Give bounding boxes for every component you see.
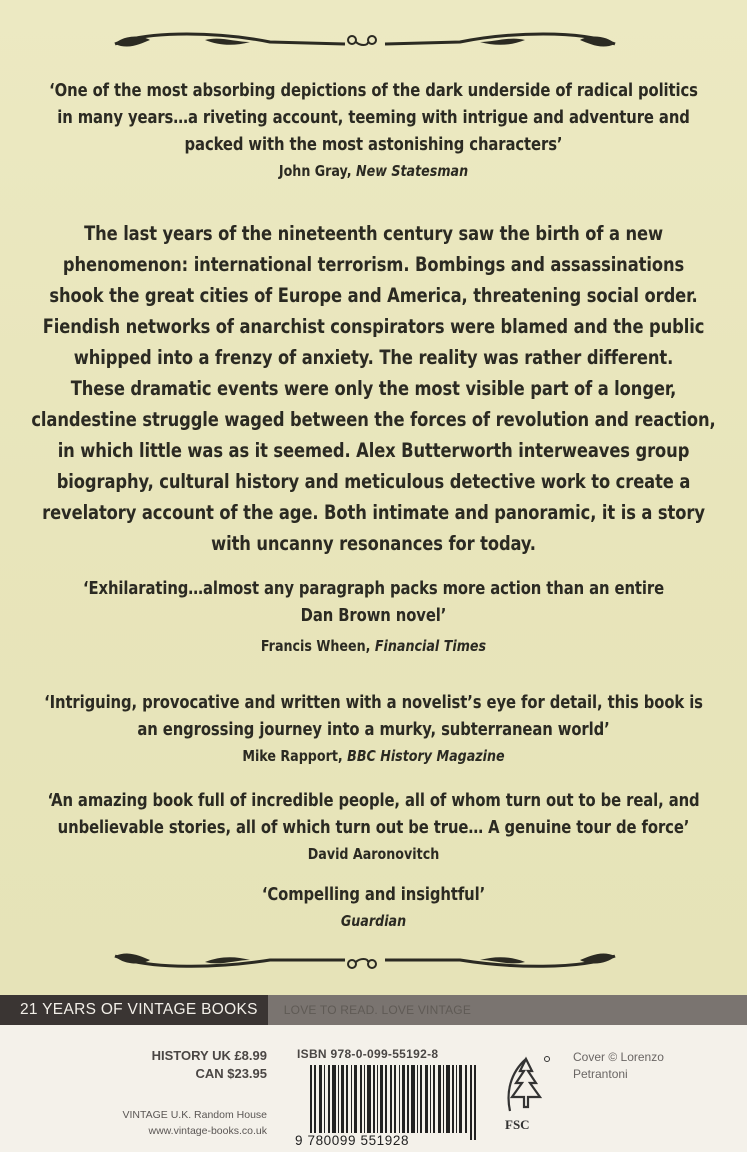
quote-attribution — [22, 159, 724, 183]
blurb-line: revelatory account of the age. Both intimate and panoramic, it is a story — [42, 501, 705, 524]
isbn-label: ISBN 978-0-099-55192-8 — [297, 1047, 439, 1061]
quote-line: ‘One of the most absorbing depictions of the dark underside of radical politics — [49, 81, 698, 101]
credit-line: Cover © Lorenzo — [573, 1050, 664, 1064]
blurb-line: These dramatic events were only the most visible part of a longer, — [70, 377, 677, 400]
blurb-line: with uncanny resonances for today. — [211, 532, 536, 555]
quote-line: Dan Brown novel’ — [300, 606, 447, 626]
vintage-band — [0, 995, 747, 1025]
quote-source: New Statesman — [355, 162, 469, 180]
review-quote-4 — [0, 788, 747, 866]
quote-line: an engrossing journey into a murky, subterranean world’ — [137, 720, 610, 740]
cover-credit — [573, 1049, 703, 1083]
review-quote-5 — [0, 882, 747, 933]
band-right-label: LOVE TO READ. LOVE VINTAGE — [283, 1003, 472, 1017]
publisher-url: www.vintage-books.co.uk — [148, 1125, 267, 1137]
blurb-line: shook the great cities of Europe and America, threatening social order. — [49, 284, 698, 307]
barcode-number: 9 780099 551928 — [295, 1133, 410, 1148]
fsc-label: FSC — [505, 1117, 530, 1132]
quote-author: Francis Wheen, — [260, 637, 371, 655]
blurb-line: Fiendish networks of anarchist conspirators were blamed and the public — [42, 315, 705, 338]
quote-source: Financial Times — [374, 637, 487, 655]
quote-line: in many years…a riveting account, teeming with intrigue and adventure and — [57, 108, 690, 128]
publisher-name: VINTAGE U.K. Random House — [122, 1109, 267, 1121]
credit-line: Petrantoni — [573, 1067, 628, 1081]
quote-author: John Gray, — [278, 162, 352, 180]
review-quote-3 — [0, 690, 747, 768]
bottom-flourish-ornament — [110, 940, 620, 980]
footer-panel — [0, 1025, 747, 1152]
blurb-line: clandestine struggle waged between the forces of revolution and reaction, — [31, 408, 716, 431]
quote-line: packed with the most astonishing characters’ — [184, 135, 563, 155]
quote-line: ‘Compelling and insightful’ — [261, 885, 486, 905]
quote-attribution — [22, 909, 724, 933]
quote-line: ‘Intriguing, provocative and written with a novelist’s eye for detail, this book is — [44, 693, 703, 713]
price-block — [122, 1047, 267, 1083]
quote-line: ‘An amazing book full of incredible people, all of whom turn out to be real, and — [47, 791, 700, 811]
fsc-tree-logo — [500, 1053, 552, 1117]
review-quote-1 — [0, 78, 747, 183]
quote-author: David Aaronovitch — [307, 845, 440, 863]
review-quote-2 — [0, 576, 747, 658]
top-flourish-ornament — [110, 22, 620, 62]
barcode-image — [310, 1065, 476, 1140]
book-blurb — [0, 218, 747, 559]
blurb-line: in which little was as it seemed. Alex Butterworth interweaves group — [57, 439, 690, 462]
quote-line: ‘Exhilarating…almost any paragraph packs more action than an entire — [82, 579, 665, 599]
price-can: CAN $23.95 — [195, 1066, 267, 1081]
publisher-block — [120, 1107, 267, 1139]
quote-author: Mike Rapport, — [242, 747, 343, 765]
price-uk: HISTORY UK £8.99 — [151, 1048, 267, 1063]
quote-source: Guardian — [340, 912, 407, 930]
quote-source: BBC History Magazine — [347, 747, 505, 765]
band-left-label: 21 YEARS OF VINTAGE BOOKS — [0, 995, 268, 1025]
quote-attribution — [22, 634, 724, 658]
quote-attribution — [22, 744, 724, 768]
blurb-line: biography, cultural history and meticulous detective work to create a — [56, 470, 691, 493]
blurb-line: The last years of the nineteenth century saw the birth of a new — [84, 222, 663, 245]
blurb-line: whipped into a frenzy of anxiety. The reality was rather different. — [73, 346, 674, 369]
quote-line: unbelievable stories, all of which turn out be true… A genuine tour de force’ — [57, 818, 690, 838]
blurb-line: phenomenon: international terrorism. Bombings and assassinations — [62, 253, 685, 276]
quote-attribution — [22, 842, 724, 866]
